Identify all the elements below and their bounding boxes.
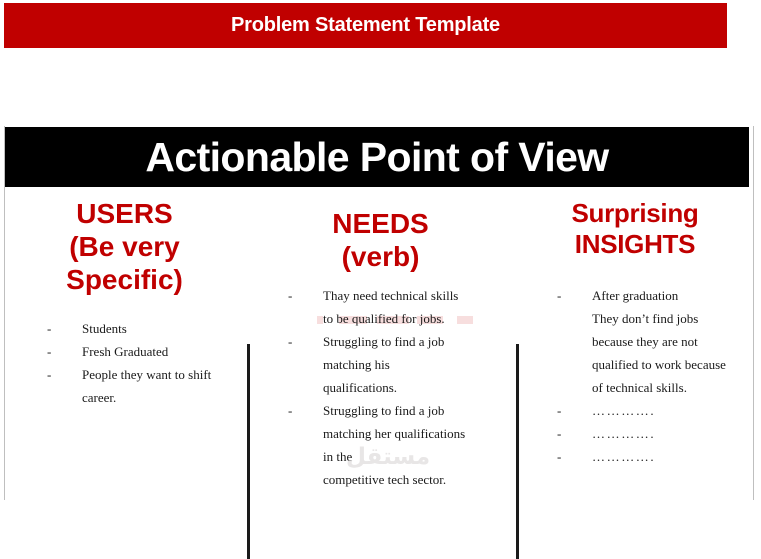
list-item-line: qualified to work because xyxy=(592,357,726,373)
list-item-line: because they are not xyxy=(592,334,698,350)
columns-container xyxy=(5,187,753,499)
bullet-dash: - xyxy=(288,403,293,419)
bullet-dash: - xyxy=(557,449,562,465)
list-item-line: …………. xyxy=(592,426,656,442)
bullet-dash: - xyxy=(47,344,52,360)
document-body xyxy=(4,126,754,500)
list-item-line: matching her qualifications xyxy=(323,426,466,442)
list-item-line: of technical skills. xyxy=(592,380,687,396)
bullet-dash: - xyxy=(557,288,562,304)
column-insights xyxy=(517,187,753,499)
list-item xyxy=(288,330,513,399)
column-users-title-line: USERS xyxy=(76,198,173,229)
bullet-dash: - xyxy=(288,288,293,304)
list-item xyxy=(557,284,753,399)
column-users-title-line: Specific) xyxy=(66,264,183,296)
column-insights-title-line: Surprising xyxy=(571,198,699,228)
list-item-line: …………. xyxy=(592,449,656,465)
list-item xyxy=(47,340,244,363)
list-item-line: competitive tech sector. xyxy=(323,472,447,488)
list-item-line: Fresh Graduated xyxy=(82,344,169,360)
list-item-line: qualifications. xyxy=(323,380,398,396)
list-item-line: People they want to shift xyxy=(82,367,212,383)
column-users-title-line: (Be very xyxy=(69,231,180,263)
column-needs-list xyxy=(248,284,513,491)
column-users-list xyxy=(5,317,244,409)
list-item xyxy=(288,399,513,491)
bullet-dash: - xyxy=(288,334,293,350)
list-item-line: Thay need technical skills xyxy=(323,288,459,304)
list-item xyxy=(288,284,513,330)
bullet-dash: - xyxy=(557,426,562,442)
column-needs xyxy=(248,187,513,499)
bullet-dash: - xyxy=(47,321,52,337)
list-item xyxy=(557,445,753,468)
document-header-bar xyxy=(5,127,749,187)
column-users-title xyxy=(5,187,244,296)
bullet-dash: - xyxy=(47,367,52,383)
column-insights-title xyxy=(517,187,753,259)
list-item xyxy=(47,363,244,409)
list-item-line: Students xyxy=(82,321,127,337)
list-item-line: …………. xyxy=(592,403,656,419)
list-item-line: to be qualified for jobs. xyxy=(323,311,445,327)
list-item-line: They don’t find jobs xyxy=(592,311,699,327)
column-needs-title xyxy=(248,187,513,273)
column-insights-list xyxy=(517,284,753,468)
column-needs-title-line: NEEDS xyxy=(332,208,429,239)
bullet-dash: - xyxy=(557,403,562,419)
page-title: Problem Statement Template xyxy=(231,14,500,36)
watermark: مستقل xyxy=(346,444,431,470)
list-item-line: career. xyxy=(82,390,117,406)
column-needs-title-line: (verb) xyxy=(341,241,420,273)
list-item xyxy=(557,422,753,445)
list-item xyxy=(47,317,244,340)
list-item-line: Struggling to find a job xyxy=(323,403,445,419)
document-header-title: Actionable Point of View xyxy=(145,133,609,180)
page-banner xyxy=(4,3,727,48)
list-item-line: Struggling to find a job xyxy=(323,334,445,350)
list-item-line: After graduation xyxy=(592,288,679,304)
column-insights-title-line: INSIGHTS xyxy=(574,228,696,259)
column-users xyxy=(5,187,244,499)
list-item xyxy=(557,399,753,422)
list-item-line: in the xyxy=(323,449,353,465)
list-item-line: matching his xyxy=(323,357,390,373)
